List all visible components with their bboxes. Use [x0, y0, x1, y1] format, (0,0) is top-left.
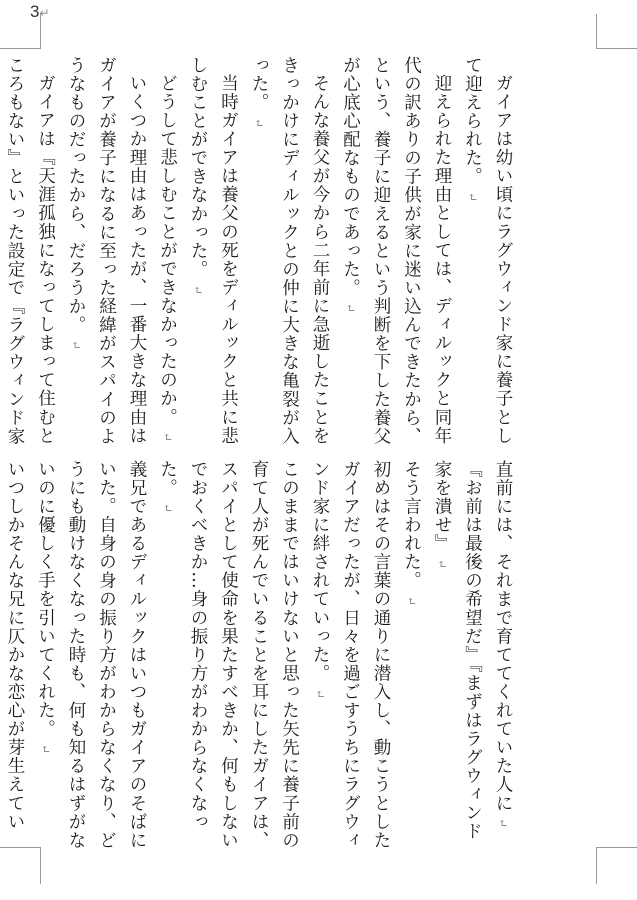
paragraph: 義兄であるディルックはいつもガイアのそばにいた。自身の身の振り方がわからなくなり、どうにも動けなくなった時も、何も知るはずがないのに優しく手を引いてくれた。↵ — [35, 460, 147, 850]
paragraph: このままではいけないと思った矢先に養子前の育て人が死んでいることを耳にしたガイアは、スパイとして使命を果たすべきか、何もしないでおくべきか…身の振り方がわからなくなった。↵ — [157, 460, 300, 850]
page-number: 3↵ — [30, 2, 50, 21]
crop-mark-top-right — [596, 14, 637, 49]
paragraph: 迎えられた理由としては、ディルックと同年代の訳ありの子供が家に迷い込んできたから、という、養子に迎えるという判断を下した養父が心底心配なものであった。↵ — [340, 56, 452, 446]
paragraph-mark-icon: ↵ — [38, 744, 53, 756]
paragraph-mark-icon: ↵ — [313, 688, 327, 700]
paragraph-mark-icon: ↵ — [69, 340, 83, 352]
paragraph-mark-icon: ↵ — [496, 818, 510, 830]
paragraph: 当時ガイアは養父の死をディルックと共に悲しむことができなかった。↵ — [188, 56, 239, 445]
text-tier-top — [5, 56, 518, 448]
crop-mark-bottom-left — [0, 847, 41, 884]
paragraph-mark-icon: ↵ — [435, 558, 449, 570]
paragraph: いくつか理由はあったが、一番大きな理由はガイアが養子になるに至った経緯がスパイのようなものだったから、だろうか。↵ — [66, 56, 147, 446]
paragraph-mark-icon: ↵ — [191, 284, 205, 296]
paragraph: いつしかそんな兄に仄かな恋心が芽生えてい — [5, 460, 25, 831]
paragraph-mark-icon: ↵ — [404, 595, 419, 607]
paragraph: 直前には、それまで育ててくれていた人に↵ — [493, 460, 513, 830]
paragraph-mark-icon: ↵ — [160, 503, 175, 515]
paragraph-mark-icon: ↵ — [252, 117, 266, 129]
paragraph-mark-icon: ↵ — [343, 303, 358, 315]
paragraph: どうして悲しむことができなかったのか。↵ — [157, 73, 178, 444]
paragraph: ガイアは『天涯孤独になってしまって住むところもない』といった設定で『ラグウィンド家 — [5, 56, 56, 446]
paragraph-mark-icon: ↵ — [160, 431, 175, 444]
paragraph: 初めはその言葉の通りに潜入し、動こうとしたガイアだったが、日々を過ごすうちにラグウィンド家に絆されていった。↵ — [310, 460, 391, 850]
crop-mark-top-left — [0, 14, 41, 49]
text-tier-bottom — [5, 460, 518, 850]
paragraph: そう言われた。↵ — [401, 460, 422, 607]
paragraph: ガイアは幼い頃にラグウィンド家に養子として迎えられた。↵ — [462, 56, 513, 445]
paragraph: そんな養父が今から二年前に急逝したことをきっかけにディルックとの仲に大きな亀裂が入った。↵ — [249, 56, 330, 446]
crop-mark-bottom-right — [596, 847, 637, 884]
paragraph-mark-icon: ↵ — [465, 191, 480, 203]
paragraph: 『お前は最後の希望だ』『まずはラグウィンド家を潰せ』↵ — [432, 460, 483, 841]
